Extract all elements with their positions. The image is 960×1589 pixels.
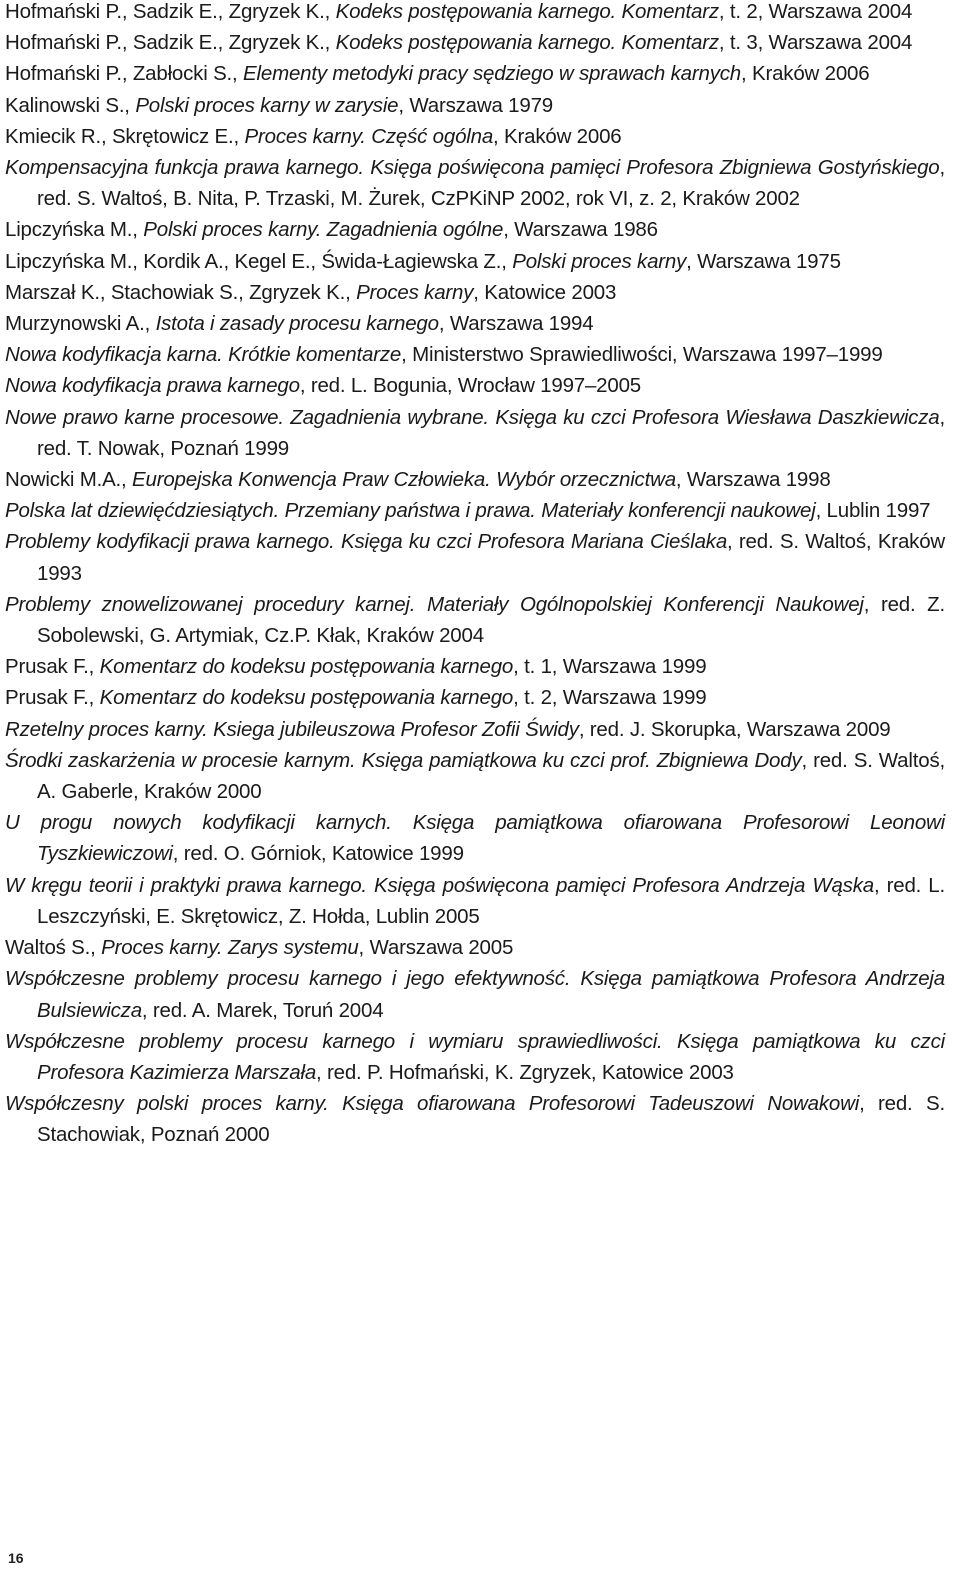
bibliography-entry: [5, 714, 945, 745]
entry-authors: Hofmański P., Zabłocki S.,: [5, 62, 244, 86]
entry-title: Nowa kodyfikacja prawa karnego: [5, 374, 300, 398]
bibliography-entry: [5, 152, 945, 214]
entry-publication-details: , red. Z. Sobolewski, G. Artymiak, Cz.P. Kłak, Kraków 2004: [37, 592, 945, 648]
entry-publication-details: , Warszawa 2005: [358, 936, 514, 960]
entry-title: Nowe prawo karne procesowe. Zagadnienia wybrane. Księga ku czci Profesora Wiesława Daszkiewicza: [5, 405, 940, 429]
entry-publication-details: , t. 3, Warszawa 2004: [718, 31, 913, 55]
entry-publication-details: , red. S. Waltoś, B. Nita, P. Trzaski, M. Żurek, CzPKiNP 2002, rok VI, z. 2, Kraków 2002: [37, 156, 945, 211]
entry-title: Proces karny: [356, 280, 474, 304]
bibliography-entry: [5, 27, 945, 58]
bibliography-entry: [5, 589, 945, 651]
entry-publication-details: , red. A. Marek, Toruń 2004: [141, 998, 384, 1022]
bibliography-entry: [5, 58, 945, 89]
entry-publication-details: , t. 1, Warszawa 1999: [513, 655, 707, 679]
entry-title: Proces karny. Część ogólna: [244, 124, 494, 148]
entry-publication-details: , Kraków 2006: [493, 124, 622, 148]
bibliography-entry: [5, 370, 945, 401]
entry-title: Rzetelny proces karny. Ksiega jubileuszowa Profesor Zofii Świdy: [5, 717, 579, 741]
entry-publication-details: , Ministerstwo Sprawiedliwości, Warszawa 1997–1999: [401, 343, 883, 367]
entry-title: Polski proces karny: [512, 249, 687, 273]
entry-publication-details: , Katowice 2003: [473, 280, 617, 304]
bibliography-entry: [5, 807, 945, 869]
entry-title: Polski proces karny. Zagadnienia ogólne: [143, 218, 504, 242]
entry-title: Komentarz do kodeksu postępowania karnego: [99, 655, 514, 679]
bibliography-entry: [5, 464, 945, 495]
entry-title: Polski proces karny w zarysie: [135, 93, 399, 117]
entry-title: Współczesne problemy procesu karnego i wymiaru sprawiedliwości. Księga pamiątkowa ku czci Profesora Kazimierza Marszała: [5, 1029, 945, 1084]
entry-title: Europejska Konwencja Praw Człowieka. Wybór orzecznictwa: [132, 468, 676, 492]
entry-title: W kręgu teorii i praktyki prawa karnego. Księga poświęcona pamięci Profesora Andrzeja Wąska: [5, 873, 874, 897]
entry-publication-details: , Warszawa 1986: [503, 218, 658, 242]
entry-authors: Hofmański P., Sadzik E., Zgryzek K.,: [5, 31, 336, 55]
entry-authors: Marszał K., Stachowiak S., Zgryzek K.,: [5, 280, 357, 304]
entry-title: Problemy znowelizowanej procedury karnej. Materiały Ogólnopolskiej Konferencji Naukowej: [5, 592, 864, 616]
entry-title: Komentarz do kodeksu postępowania karnego: [99, 686, 514, 710]
entry-title: Środki zaskarżenia w procesie karnym. Księga pamiątkowa ku czci prof. Zbigniewa Dody: [5, 748, 802, 772]
entry-publication-details: , Warszawa 1998: [675, 468, 831, 492]
bibliography-entry: [5, 0, 945, 27]
entry-authors: Lipczyńska M., Kordik A., Kegel E., Świda-Łagiewska Z.,: [5, 249, 513, 273]
entry-publication-details: , red. O. Górniok, Katowice 1999: [172, 842, 464, 866]
bibliography-entry: [5, 90, 945, 121]
bibliography-entry: [5, 214, 945, 245]
bibliography-entry: [5, 339, 945, 370]
bibliography-entry: [5, 932, 945, 963]
entry-authors: Nowicki M.A.,: [5, 468, 133, 492]
entry-title: Kodeks postępowania karnego. Komentarz: [335, 31, 719, 55]
entry-publication-details: , Lublin 1997: [815, 499, 931, 523]
entry-authors: Kalinowski S.,: [5, 93, 136, 117]
bibliography-entry: [5, 526, 945, 588]
entry-publication-details: , red. S. Stachowiak, Poznań 2000: [37, 1092, 945, 1147]
entry-publication-details: , red. T. Nowak, Poznań 1999: [37, 405, 945, 460]
entry-title: Kompensacyjna funkcja prawa karnego. Księga poświęcona pamięci Profesora Zbigniewa Gostyńskiego: [5, 156, 940, 180]
bibliography-entry: [5, 651, 945, 682]
entry-authors: Kmiecik R., Skrętowicz E.,: [5, 124, 245, 148]
entry-title: Współczesny polski proces karny. Księga ofiarowana Profesorowi Tadeuszowi Nowakowi: [5, 1092, 860, 1116]
bibliography-entry: [5, 246, 945, 277]
bibliography-entry: [5, 870, 945, 932]
entry-title: Istota i zasady procesu karnego: [155, 312, 439, 336]
entry-publication-details: , red. L. Bogunia, Wrocław 1997–2005: [299, 374, 641, 398]
bibliography-entry: [5, 1026, 945, 1088]
page-number: 16: [8, 1550, 24, 1566]
bibliography-entry: [5, 402, 945, 464]
entry-authors: Murzynowski A.,: [5, 312, 156, 336]
entry-title: Współczesne problemy procesu karnego i jego efektywność. Księga pamiątkowa Profesora Andrzeja Bulsiewicza: [5, 967, 945, 1022]
bibliography-entry: [5, 308, 945, 339]
bibliography-list: [5, 0, 945, 1151]
entry-authors: Hofmański P., Sadzik E., Zgryzek K.,: [5, 0, 336, 23]
bibliography-entry: [5, 963, 945, 1025]
entry-publication-details: , Warszawa 1994: [438, 312, 594, 336]
entry-publication-details: , Warszawa 1979: [398, 93, 553, 117]
bibliography-page: [5, 0, 945, 1151]
bibliography-entry: [5, 1088, 945, 1150]
entry-publication-details: , red. L. Leszczyński, E. Skrętowicz, Z. Hołda, Lublin 2005: [37, 873, 945, 928]
entry-authors: Prusak F.,: [5, 686, 100, 710]
entry-title: Kodeks postępowania karnego. Komentarz: [335, 0, 719, 23]
entry-title: Polska lat dziewięćdziesiątych. Przemiany państwa i prawa. Materiały konferencji naukowej: [5, 499, 816, 523]
entry-publication-details: , t. 2, Warszawa 1999: [513, 686, 707, 710]
entry-publication-details: , red. S. Waltoś, A. Gaberle, Kraków 2000: [37, 748, 945, 804]
bibliography-entry: [5, 277, 945, 308]
bibliography-entry: [5, 745, 945, 807]
entry-title: Problemy kodyfikacji prawa karnego. Księga ku czci Profesora Mariana Cieślaka: [5, 530, 728, 554]
entry-authors: Waltoś S.,: [5, 936, 102, 960]
entry-publication-details: , red. P. Hofmański, K. Zgryzek, Katowice 2003: [316, 1060, 734, 1084]
entry-publication-details: , Warszawa 1975: [686, 249, 841, 273]
entry-publication-details: , red. J. Skorupka, Warszawa 2009: [578, 717, 891, 741]
entry-title: Nowa kodyfikacja karna. Krótkie komentarze: [5, 343, 402, 367]
entry-title: Proces karny. Zarys systemu: [101, 936, 359, 960]
bibliography-entry: [5, 495, 945, 526]
entry-title: U progu nowych kodyfikacji karnych. Księga pamiątkowa ofiarowana Profesorowi Leonowi Tyszkiewiczowi: [5, 811, 945, 866]
entry-publication-details: , Kraków 2006: [741, 62, 870, 86]
entry-publication-details: , red. S. Waltoś, Kraków 1993: [37, 530, 945, 585]
bibliography-entry: [5, 682, 945, 713]
entry-authors: Prusak F.,: [5, 655, 100, 679]
entry-publication-details: , t. 2, Warszawa 2004: [718, 0, 913, 23]
entry-authors: Lipczyńska M.,: [5, 218, 144, 242]
bibliography-entry: [5, 121, 945, 152]
entry-title: Elementy metodyki pracy sędziego w sprawach karnych: [243, 62, 742, 86]
